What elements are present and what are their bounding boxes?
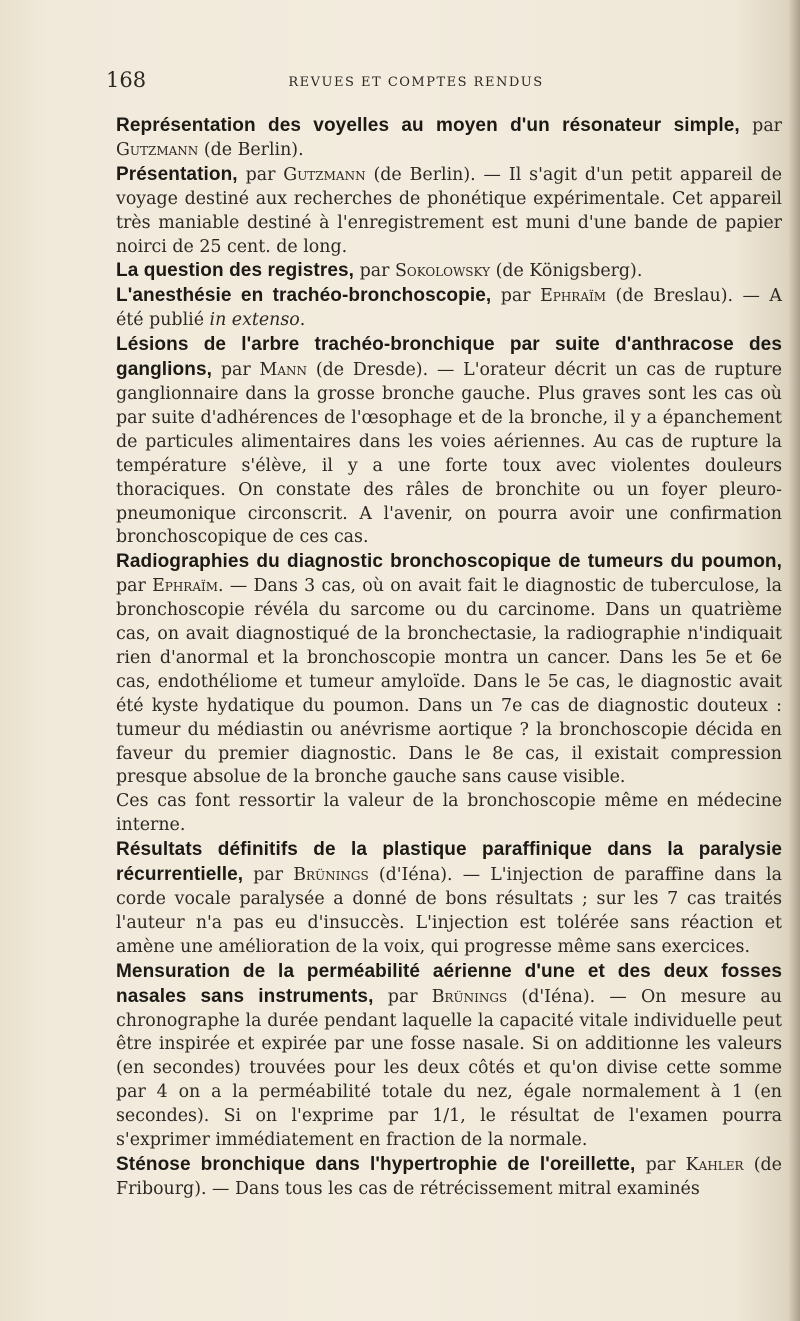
running-head: REVUES ET COMPTES RENDUS bbox=[288, 75, 544, 90]
paragraph-conclusion: Ces cas font ressortir la valeur de la bronchoscopie même en médecine interne. bbox=[116, 791, 782, 836]
entry-question-registres: La question des registres, par Sokolowsky (de Königsberg). bbox=[116, 260, 643, 282]
entry-representation-voyelles: Représentation des voyelles au moyen d'un résonateur simple, par Gutzmann (de Berlin). bbox=[116, 115, 782, 160]
article-text bbox=[90, 114, 782, 1202]
entry-lesions-anthracose: Lésions de l'arbre trachéo-bronchique par suite d'anthracose des ganglions, par Mann (de Dresde). — L'orateur décrit un cas de rupture ganglionnaire dans la grosse bronche gauche. Plus graves sont les cas où par suite d'adhérences de l'œsophage et de la bronche, il y a épanchement de particules alimentaires dans les voies aériennes. Au cas de rupture la température s'élève, il y a une forte toux avec violentes douleurs thoraciques. On constate des râles de bronchite ou un foyer pleuro-pneumonique circonscrit. A l'avenir, on pourra avoir une confirmation bronchoscopique de ces cas. bbox=[116, 334, 783, 548]
entry-mensuration-permeabilite: Mensuration de la perméabilité aérienne d'une et des deux fosses nasales sans instruments, par Brünings (d'Iéna). — On mesure au chronographe la durée pendant laquelle la capacité vitale individuelle peut être inspirée et expirée par une fosse nasale. Si on additionne les valeurs (en secondes) trouvées pour les deux côtés et qu'on divise cette somme par 4 on a la perméabilité totale du nez, égale normalement à 1 (en secondes). Si on l'exprime par 1/1, le résultat de l'examen pourra s'exprimer immédiatement en fraction de la normale. bbox=[116, 960, 782, 1151]
entry-radiographies: Radiographies du diagnostic bronchoscopique de tumeurs du poumon, par Ephraïm. — Dans 3 cas, où on avait fait le diagnostic de tuberculose, la bronchoscopie révéla du sarcome ou du carcinome. Dans un quatrième cas, on avait diagnostiqué de la bronchectasie, la radiographie n'indiquait rien d'anormal et la bronchoscopie montra un cancer. Dans les 5e et 6e cas, endothéliome et tumeur amyloïde. Dans le 5e cas, le diagnostic avait été kyste hydatique du poumon. Dans un 7e cas de diagnostic douteux : tumeur du médiastin ou anévrisme aortique ? la bronchoscopie décida en faveur du premier diagnostic. Dans le 8e cas, il existait compression presque absolue de la bronche gauche sans cause visible. bbox=[116, 551, 783, 788]
entry-presentation: Présentation, par Gutzmann (de Berlin). — Il s'agit d'un petit appareil de voyage destiné aux recherches de phonétique expérimentale. Cet appareil très maniable destiné à l'enregistrement est muni d'une bande de papier noirci de 25 cent. de long. bbox=[116, 163, 782, 257]
page-edge-shadow bbox=[788, 0, 800, 1321]
page-number: 168 bbox=[106, 68, 147, 92]
entry-plastique-paraffinique: Résultats définitifs de la plastique paraffinique dans la paralysie récurrentielle, par Brünings (d'Iéna). — L'injection de paraffine dans la corde vocale paralysée a donné de bons résultats ; sur les 7 cas traités l'auteur n'a pas eu d'insuccès. L'injection est tolérée sans réaction et amène une amélioration de la voix, qui progresse même sans exercices. bbox=[116, 839, 782, 957]
entry-stenose-bronchique: Sténose bronchique dans l'hypertrophie de l'oreillette, par Kahler (de Fribourg). — Dans tous les cas de rétrécissement mitral examinés bbox=[116, 1153, 782, 1199]
entry-anesthesie: L'anesthésie en trachéo-bronchoscopie, par Ephraïm (de Breslau). — A été publié in extenso. bbox=[116, 285, 782, 331]
page-header bbox=[106, 68, 686, 98]
